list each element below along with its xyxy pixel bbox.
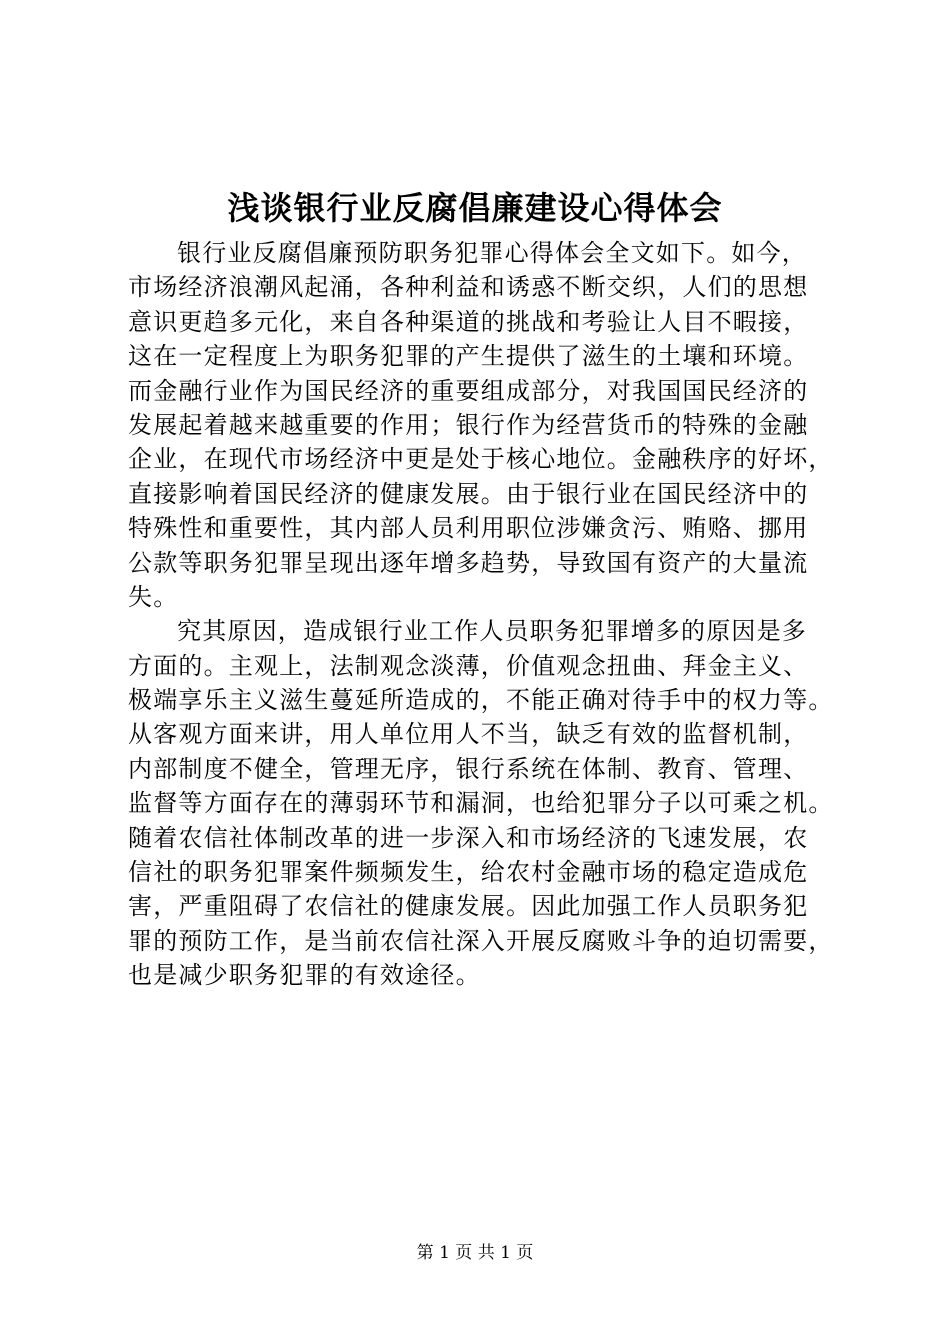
text-line: 企业，在现代市场经济中更是处于核心地位。金融秩序的好坏， bbox=[128, 445, 834, 474]
text-line: 银行业反腐倡廉预防职务犯罪心得体会全文如下。如今， bbox=[177, 239, 807, 267]
text-line: 意识更趋多元化，来自各种渠道的挑战和考验让人目不暇接， bbox=[128, 307, 809, 336]
text-line: 发展起着越来越重要的作用；银行作为经营货币的特殊的金融 bbox=[128, 410, 809, 439]
document-body bbox=[128, 236, 868, 993]
text-line: 方面的。主观上，法制观念淡薄，价值观念扭曲、拜金主义、 bbox=[128, 651, 809, 680]
text-line: 特殊性和重要性，其内部人员利用职位涉嫌贪污、贿赂、挪用 bbox=[128, 514, 809, 543]
text-line: 监督等方面存在的薄弱环节和漏洞，也给犯罪分子以可乘之机。 bbox=[128, 789, 834, 818]
text-line: 从客观方面来讲，用人单位用人不当，缺乏有效的监督机制， bbox=[128, 720, 809, 749]
text-line: 公款等职务犯罪呈现出逐年增多趋势，导致国有资产的大量流 bbox=[128, 548, 809, 577]
text-line: 罪的预防工作，是当前农信社深入开展反腐败斗争的迫切需要， bbox=[128, 926, 834, 955]
text-line: 失。 bbox=[128, 582, 179, 611]
text-line: 也是减少职务犯罪的有效途径。 bbox=[128, 961, 481, 990]
text-line: 这在一定程度上为职务犯罪的产生提供了滋生的土壤和环境。 bbox=[128, 342, 809, 371]
text-line: 而金融行业作为国民经济的重要组成部分，对我国国民经济的 bbox=[128, 376, 809, 405]
text-line: 究其原因，造成银行业工作人员职务犯罪增多的原因是多 bbox=[177, 617, 807, 646]
paragraph-2 bbox=[128, 614, 868, 992]
document-title: 浅谈银行业反腐倡廉建设心得体会 bbox=[227, 189, 723, 227]
text-line: 直接影响着国民经济的健康发展。由于银行业在国民经济中的 bbox=[128, 479, 809, 508]
text-line: 极端享乐主义滋生蔓延所造成的，不能正确对待手中的权力等。 bbox=[128, 686, 834, 715]
text-line: 害，严重阻碍了农信社的健康发展。因此加强工作人员职务犯 bbox=[128, 892, 809, 921]
paragraph-1 bbox=[128, 236, 868, 614]
text-line: 内部制度不健全，管理无序，银行系统在体制、教育、管理、 bbox=[128, 754, 809, 783]
text-line: 信社的职务犯罪案件频频发生，给农村金融市场的稳定造成危 bbox=[128, 858, 809, 887]
text-line: 市场经济浪潮风起涌，各种利益和诱惑不断交织，人们的思想 bbox=[128, 273, 809, 302]
text-line: 随着农信社体制改革的进一步深入和市场经济的飞速发展，农 bbox=[128, 823, 809, 852]
page-number-footer: 第 1 页 共 1 页 bbox=[416, 1243, 534, 1263]
